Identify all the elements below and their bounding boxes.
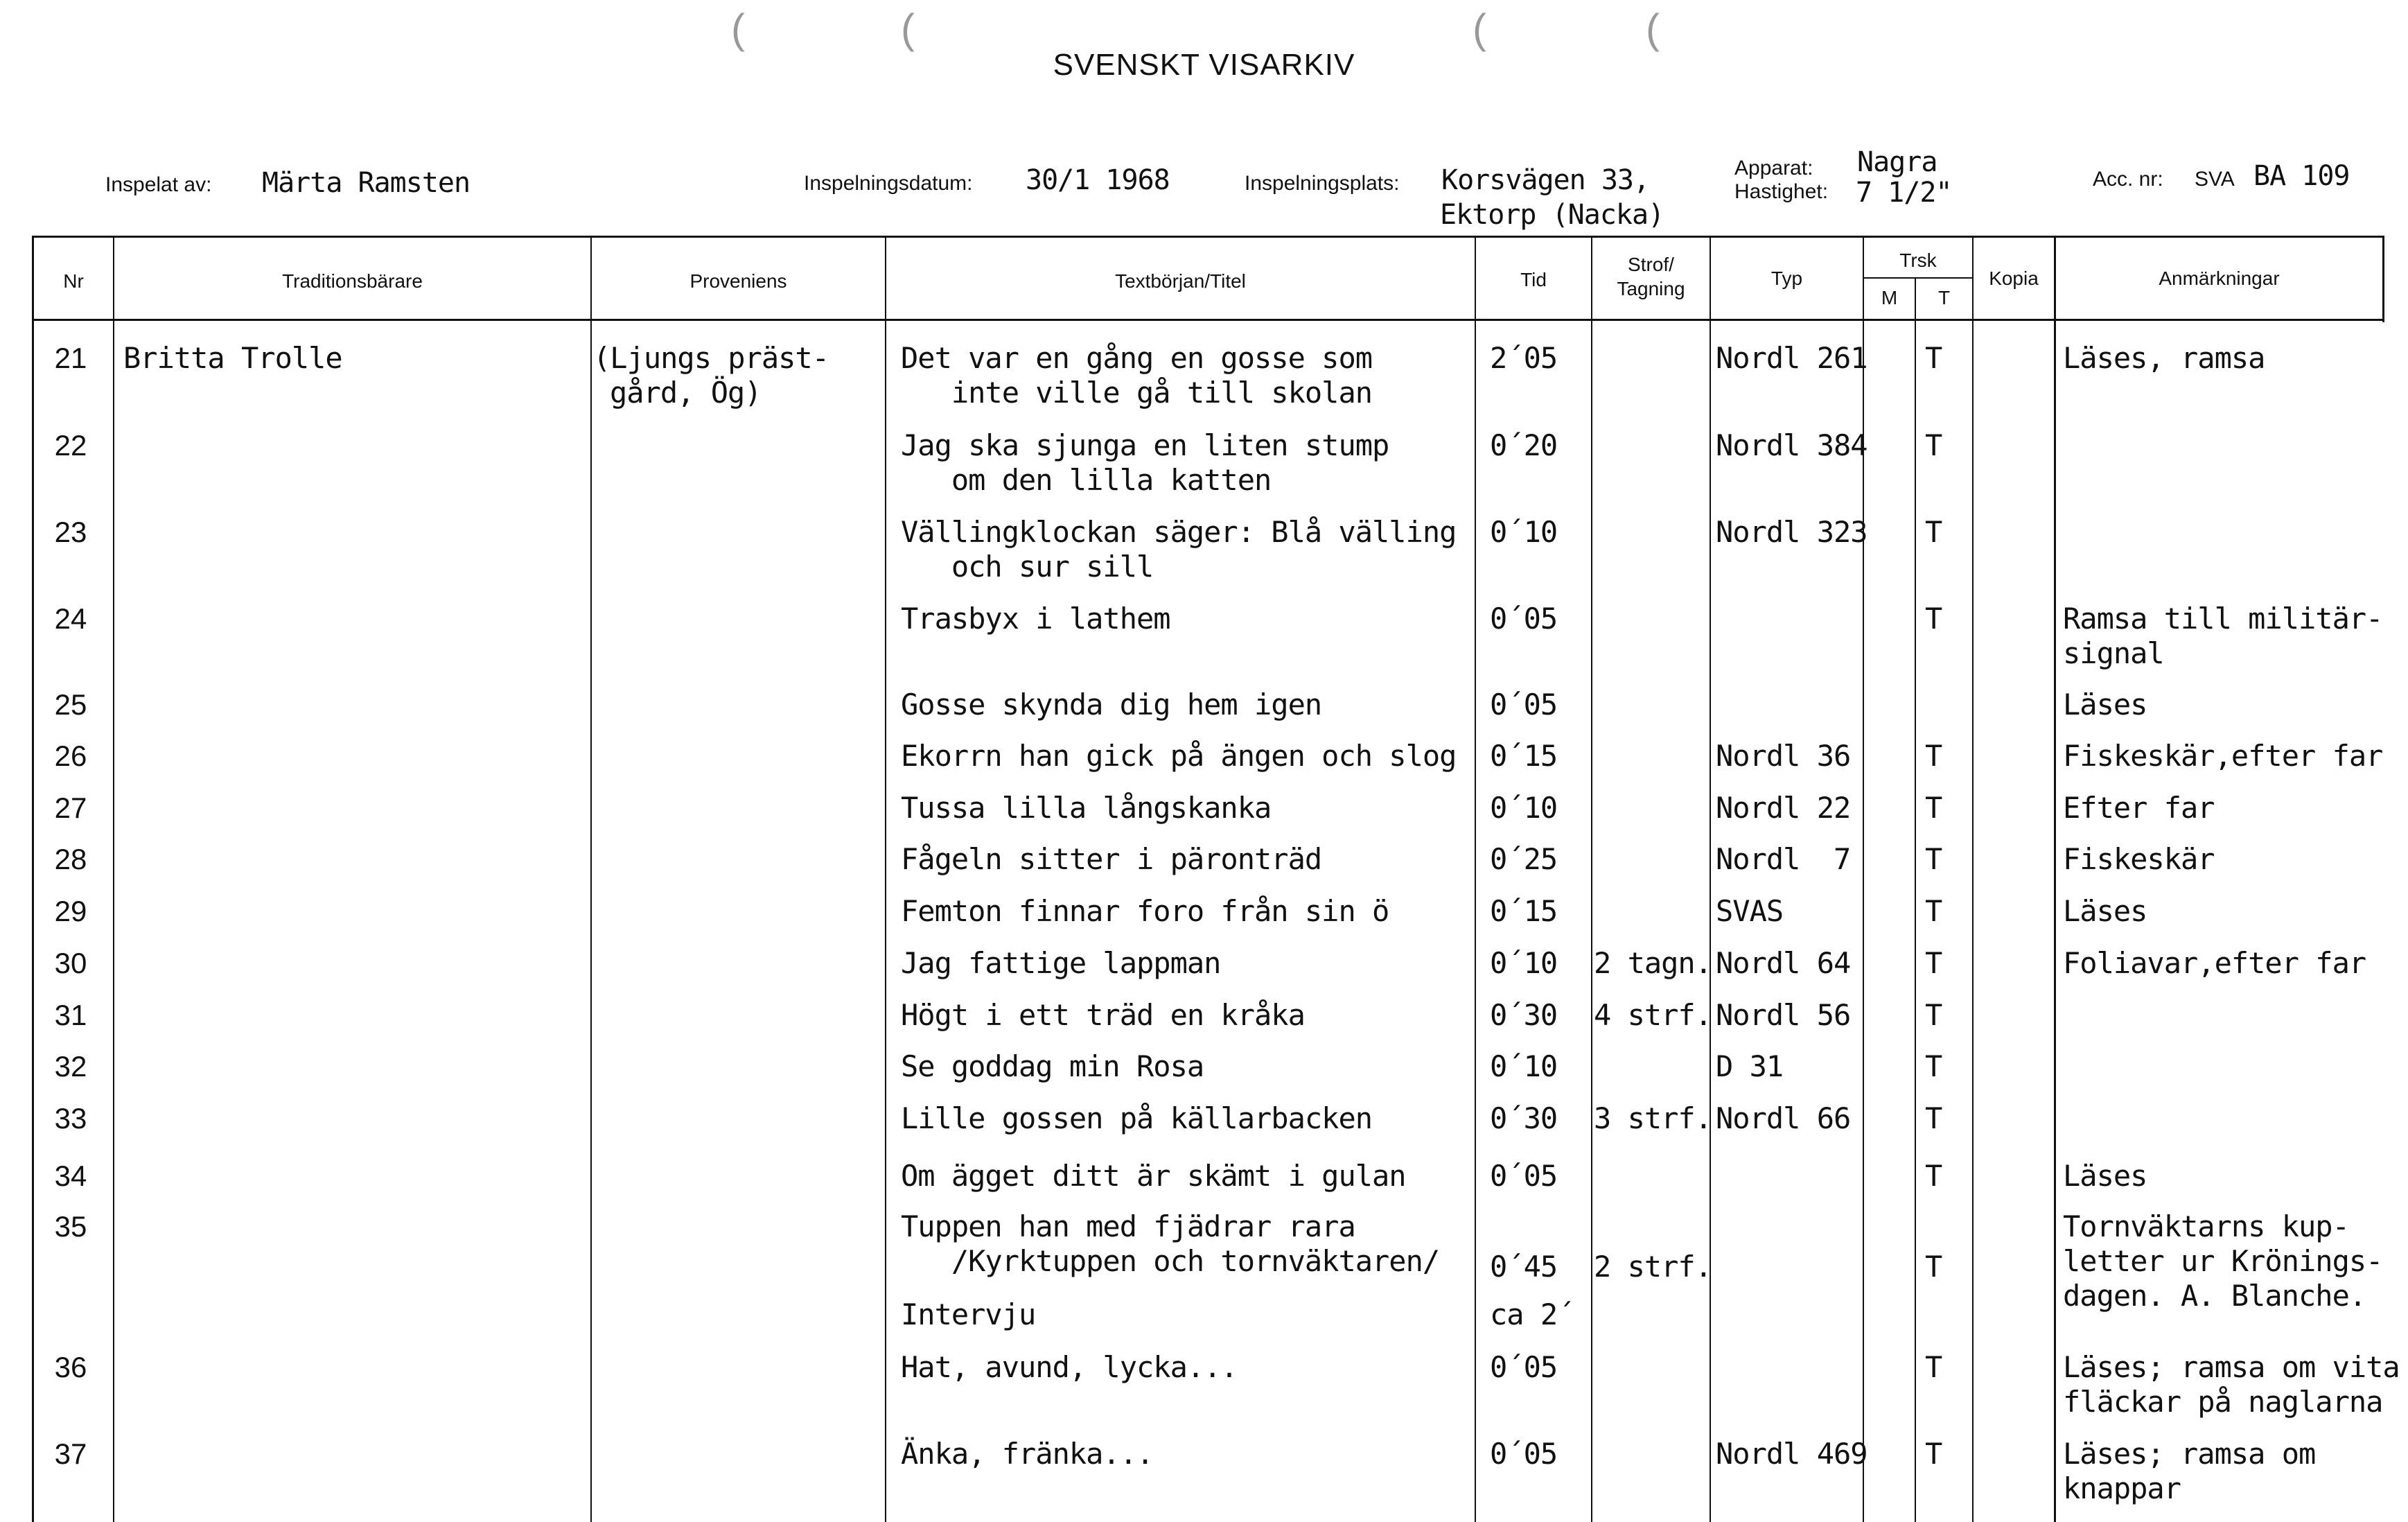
- row-typ: Nordl 384: [1716, 428, 1867, 462]
- plats-label: Inspelningsplats:: [1245, 172, 1400, 195]
- row-nr: 32: [54, 1050, 87, 1083]
- scan-mark: (: [1473, 6, 1486, 52]
- col-header-proveniens: Proveniens: [689, 270, 787, 292]
- col-header-typ: Typ: [1770, 268, 1803, 289]
- row-anmarkning: Tornväktarns kup-: [2063, 1209, 2349, 1243]
- hastighet-value: 7 1/2": [1856, 177, 1952, 209]
- row-typ: Nordl 22: [1716, 791, 1851, 825]
- row-typ: D 31: [1716, 1049, 1784, 1083]
- row-anmarkning: Läses; ramsa om: [2063, 1437, 2316, 1471]
- row-trsk-t: T: [1925, 1250, 1942, 1284]
- row-tid: 0´05: [1490, 1159, 1558, 1193]
- row-nr: 27: [54, 791, 87, 824]
- apparat-label: Apparat:: [1734, 157, 1813, 180]
- col-line: [1591, 236, 1592, 1522]
- row-trsk-t: T: [1925, 894, 1942, 928]
- row-text: Femton finnar foro från sin ö: [901, 894, 1389, 928]
- col-header-strof: Strof/ Tagning: [1617, 254, 1685, 299]
- row-trsk-t: T: [1925, 1437, 1942, 1471]
- row-text: Gosse skynda dig hem igen: [901, 688, 1322, 721]
- acc-value: BA 109: [2253, 160, 2350, 192]
- col-header-kopia: Kopia: [1989, 268, 2039, 289]
- row-tid: 0´10: [1490, 515, 1558, 549]
- row-nr: 30: [54, 947, 87, 979]
- row-trsk-t: T: [1925, 341, 1942, 375]
- col-header-anmarkningar: Anmärkningar: [2159, 268, 2280, 289]
- col-line: [885, 236, 886, 1522]
- row-text: Högt i ett träd en kråka: [901, 998, 1305, 1032]
- row-tid: 0´05: [1490, 602, 1558, 636]
- row-text: Se goddag min Rosa: [901, 1049, 1204, 1083]
- col-line: [2054, 236, 2056, 1522]
- row-typ: Nordl 64: [1716, 946, 1851, 980]
- row-anmarkning: Läses, ramsa: [2063, 341, 2265, 375]
- row-anmarkning: fläckar på naglarna: [2063, 1385, 2383, 1419]
- row-text: Om ägget ditt är skämt i gulan: [901, 1159, 1406, 1193]
- row-text: och sur sill: [901, 550, 1154, 584]
- row-anmarkning: Läses: [2063, 688, 2147, 721]
- col-header-trsk-m: M: [1881, 287, 1898, 308]
- row-nr: 35: [54, 1210, 87, 1243]
- row-text: Det var en gång en gosse som: [901, 341, 1373, 375]
- row-tid: 0´15: [1490, 894, 1558, 928]
- row-tid: 2´05: [1490, 341, 1558, 375]
- row-nr: 24: [54, 602, 87, 635]
- row-nr: 25: [54, 688, 87, 721]
- row-text: Fågeln sitter i päronträd: [901, 842, 1322, 876]
- row-text: om den lilla katten: [901, 463, 1272, 497]
- traditionsbarare-name: Britta Trolle: [123, 341, 342, 375]
- row-nr: 37: [54, 1437, 87, 1470]
- row-text: Intervju: [901, 1297, 1036, 1331]
- apparat-value: Nagra: [1857, 146, 1937, 178]
- row-tid: 0´20: [1490, 428, 1558, 462]
- row-tid: 0´10: [1490, 1049, 1558, 1083]
- row-trsk-t: T: [1925, 998, 1942, 1032]
- row-tid: 0´15: [1490, 739, 1558, 773]
- row-anmarkning: Läses: [2063, 894, 2147, 928]
- row-text: Tussa lilla långskanka: [901, 791, 1272, 825]
- trsk-subheader-line: [1863, 277, 1974, 279]
- row-anmarkning: Läses; ramsa om vita: [2063, 1350, 2400, 1384]
- row-text: Änka, fränka...: [901, 1437, 1154, 1471]
- row-strof: 4 strf.: [1594, 998, 1712, 1032]
- row-trsk-t: T: [1925, 842, 1942, 876]
- acc-prefix: SVA: [2195, 168, 2235, 191]
- row-trsk-t: T: [1925, 428, 1942, 462]
- row-tid: 0´10: [1490, 791, 1558, 825]
- scan-mark: (: [731, 6, 745, 52]
- col-header-trsk-t: T: [1937, 287, 1951, 308]
- row-anmarkning: dagen. A. Blanche.: [2063, 1279, 2366, 1313]
- row-anmarkning: letter ur Krönings-: [2063, 1244, 2383, 1278]
- inspelat-label: Inspelat av:: [105, 173, 212, 196]
- row-trsk-t: T: [1925, 1101, 1942, 1135]
- page-title: SVENSKT VISARKIV: [1053, 48, 1355, 82]
- datum-label: Inspelningsdatum:: [804, 172, 973, 195]
- row-anmarkning: Fiskeskär,efter far: [2063, 739, 2383, 773]
- row-text: Ekorrn han gick på ängen och slog: [901, 739, 1457, 773]
- row-text: Vällingklockan säger: Blå välling: [901, 515, 1457, 549]
- col-line: [1915, 277, 1916, 1522]
- row-typ: Nordl 7: [1716, 842, 1851, 876]
- row-trsk-t: T: [1925, 739, 1942, 773]
- row-nr: 21: [54, 342, 87, 374]
- row-trsk-t: T: [1925, 602, 1942, 636]
- row-typ: SVAS: [1716, 894, 1784, 928]
- row-text: Trasbyx i lathem: [901, 602, 1170, 636]
- row-text: Lille gossen på källarbacken: [901, 1101, 1373, 1135]
- row-text: Hat, avund, lycka...: [901, 1350, 1238, 1384]
- hastighet-label: Hastighet:: [1734, 180, 1829, 203]
- row-typ: Nordl 323: [1716, 515, 1867, 549]
- inspelat-value: Märta Ramsten: [262, 167, 471, 199]
- row-strof: 3 strf.: [1594, 1101, 1712, 1135]
- row-anmarkning: Ramsa till militär-: [2063, 602, 2383, 636]
- plats-value-line1: Korsvägen 33,: [1441, 164, 1650, 196]
- table-header-bottom-border: [32, 319, 2384, 321]
- datum-value: 30/1 1968: [1026, 164, 1170, 196]
- row-trsk-t: T: [1925, 791, 1942, 825]
- row-anmarkning: Läses: [2063, 1159, 2147, 1193]
- row-nr: 22: [54, 429, 87, 462]
- row-anmarkning: Efter far: [2063, 791, 2215, 825]
- row-trsk-t: T: [1925, 1350, 1942, 1384]
- row-trsk-t: T: [1925, 1159, 1942, 1193]
- row-tid: 0´05: [1490, 1437, 1558, 1471]
- row-typ: Nordl 36: [1716, 739, 1851, 773]
- row-text: inte ville gå till skolan: [901, 376, 1373, 410]
- row-text: /Kyrktuppen och tornväktaren/: [901, 1244, 1440, 1278]
- col-line: [2382, 236, 2384, 322]
- row-typ: Nordl 66: [1716, 1101, 1851, 1135]
- col-header-traditionsbarare: Traditionsbärare: [282, 270, 423, 292]
- row-trsk-t: T: [1925, 515, 1942, 549]
- proveniens-line1: (Ljungs präst-: [593, 341, 829, 375]
- row-trsk-t: T: [1925, 946, 1942, 980]
- row-tid: 0´25: [1490, 842, 1558, 876]
- scan-mark: (: [901, 6, 915, 52]
- row-nr: 33: [54, 1102, 87, 1135]
- table-top-border: [32, 236, 2384, 238]
- row-nr: 28: [54, 843, 87, 875]
- col-header-tid: Tid: [1520, 269, 1547, 290]
- row-strof: 2 tagn.: [1594, 946, 1712, 980]
- proveniens-line2: gård, Ög): [610, 376, 762, 410]
- row-typ: Nordl 469: [1716, 1437, 1867, 1471]
- acc-label: Acc. nr:: [2093, 168, 2163, 191]
- row-tid: 0´45: [1490, 1250, 1558, 1284]
- row-anmarkning: knappar: [2063, 1471, 2181, 1505]
- row-trsk-t: T: [1925, 1049, 1942, 1083]
- row-nr: 29: [54, 895, 87, 927]
- row-nr: 23: [54, 516, 87, 548]
- row-tid: 0´30: [1490, 1101, 1558, 1135]
- row-nr: 31: [54, 999, 87, 1031]
- row-nr: 36: [54, 1351, 87, 1383]
- row-text: Tuppen han med fjädrar rara: [901, 1209, 1355, 1243]
- plats-value-line2: Ektorp (Nacka): [1440, 199, 1664, 231]
- row-nr: 34: [54, 1160, 87, 1192]
- col-line: [1972, 236, 1974, 1522]
- row-strof: 2 strf.: [1594, 1250, 1712, 1284]
- col-header-textborjan: Textbörjan/Titel: [1115, 270, 1246, 292]
- row-nr: 26: [54, 740, 87, 772]
- col-header-nr: Nr: [63, 270, 84, 292]
- row-anmarkning: Foliavar,efter far: [2063, 946, 2366, 980]
- row-text: Jag ska sjunga en liten stump: [901, 428, 1389, 462]
- row-tid: 0´30: [1490, 998, 1558, 1032]
- row-tid: 0´10: [1490, 946, 1558, 980]
- row-tid: 0´05: [1490, 1350, 1558, 1384]
- col-line: [1475, 236, 1476, 1522]
- scan-mark: (: [1646, 6, 1660, 52]
- row-typ: Nordl 261: [1716, 341, 1867, 375]
- row-text: Jag fattige lappman: [901, 946, 1221, 980]
- row-tid: 0´05: [1490, 688, 1558, 721]
- col-line: [1710, 236, 1711, 1522]
- row-anmarkning: signal: [2063, 636, 2164, 670]
- row-anmarkning: Fiskeskär: [2063, 842, 2215, 876]
- col-line: [590, 236, 592, 1522]
- row-typ: Nordl 56: [1716, 998, 1851, 1032]
- row-tid: ca 2´: [1490, 1297, 1574, 1331]
- col-header-trsk: Trsk: [1899, 250, 1937, 271]
